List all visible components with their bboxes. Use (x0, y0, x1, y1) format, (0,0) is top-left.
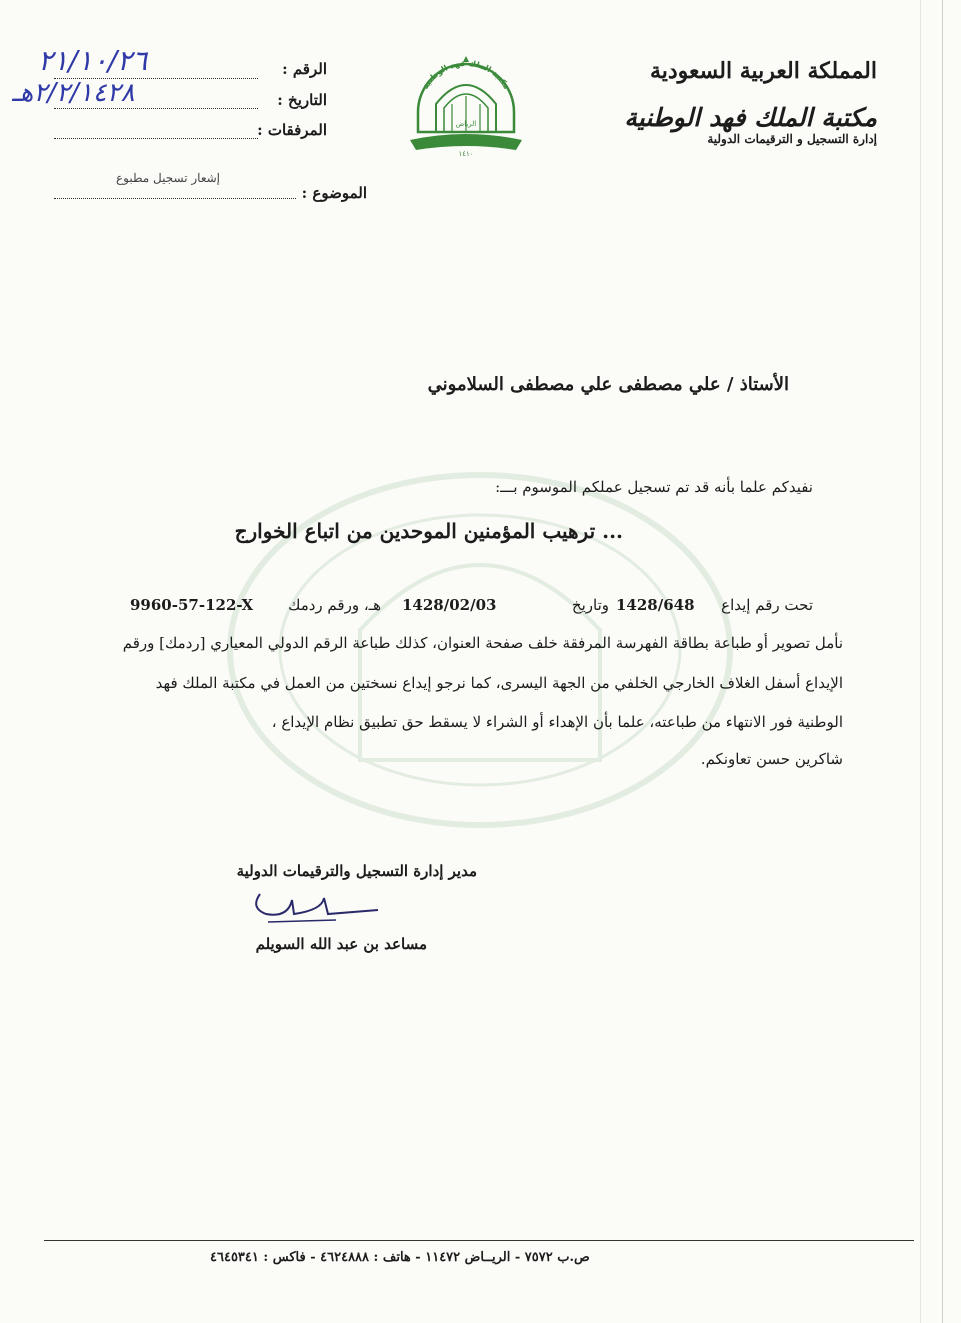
library-seal-icon (396, 46, 536, 158)
attachments-label: المرفقات : (257, 121, 327, 139)
handwritten-signature-icon (232, 888, 382, 934)
seal-city: الرياض (455, 120, 477, 128)
body-line: نأمل تصوير أو طباعة بطاقة الفهرسة المرفقة خلف صفحة العنوان، كذلك طباعة الرقم الدولي المعياري [ردمك] ورقم (122, 634, 843, 652)
number-handwritten: ٢١/١٠/٢٦ (38, 44, 148, 77)
page-edge (942, 0, 943, 1323)
recipient: الأستاذ / علي مصطفى علي مصطفى السلاموني (427, 374, 789, 395)
signatory-title: مدير إدارة التسجيل والترقيمات الدولية (236, 862, 477, 880)
subject-value: إشعار تسجيل مطبوع (115, 171, 220, 185)
date-label: التاريخ : (277, 91, 327, 109)
body-line: شاكرين حسن تعاونكم. (700, 750, 843, 768)
isbn-number: 9960-57-122-X (130, 596, 254, 614)
deposit-label: تحت رقم إيداع (721, 596, 813, 614)
footer-contact: ص.ب ٧٥٧٢ - الريــاض ١١٤٧٢ - هاتف : ٤٦٢٤٨٨٨ - فاكس : ٤٦٤٥٣٤١ (210, 1250, 590, 1265)
svg-text:مكتبة الملك فهد الوطنية (421, 59, 511, 91)
isbn-label: هـ، ورقم ردمك (288, 596, 381, 614)
subject-dotted-line (54, 198, 296, 199)
intro-line: نفيدكم علما بأنه قد تم تسجيل عملكم الموسوم بـــ: (495, 478, 813, 496)
attachments-dotted-line (54, 138, 258, 139)
library-name: مكتبة الملك فهد الوطنية (624, 103, 877, 132)
work-title: ... ترهيب المؤمنين الموحدين من اتباع الخوارج (234, 519, 623, 543)
date-dotted-line (54, 108, 258, 109)
signatory-name: مساعد بن عبد الله السويلم (255, 935, 427, 953)
number-label: الرقم : (282, 60, 327, 78)
date-of-deposit-label: وتاريخ (571, 596, 609, 614)
footer-divider (44, 1240, 914, 1241)
deposit-number: 1428/648 (616, 596, 695, 614)
page-edge (920, 0, 921, 1323)
body-line: الوطنية فور الانتهاء من طباعته، علما بأن الإهداء أو الشراء لا يسقط حق تطبيق نظام الإيداع ، (271, 713, 843, 731)
date-handwritten: ٢/٢/١٤٢٨هـ (12, 78, 135, 108)
seal-text: مكتبة الملك فهد الوطنية (420, 58, 512, 91)
subject-label: الموضوع : (301, 184, 367, 202)
deposit-date: 1428/02/03 (402, 596, 497, 614)
kingdom-name: المملكة العربية السعودية (649, 58, 877, 84)
department-name: إدارة التسجيل و الترقيمات الدولية (707, 132, 877, 146)
body-line: الإيداع أسفل الغلاف الخارجي الخلفي من الجهة اليسرى، كما نرجو إيداع نسختين من العمل في مكتبة الملك فهد (155, 674, 843, 692)
seal-year: ١٤١٠ (458, 150, 474, 158)
